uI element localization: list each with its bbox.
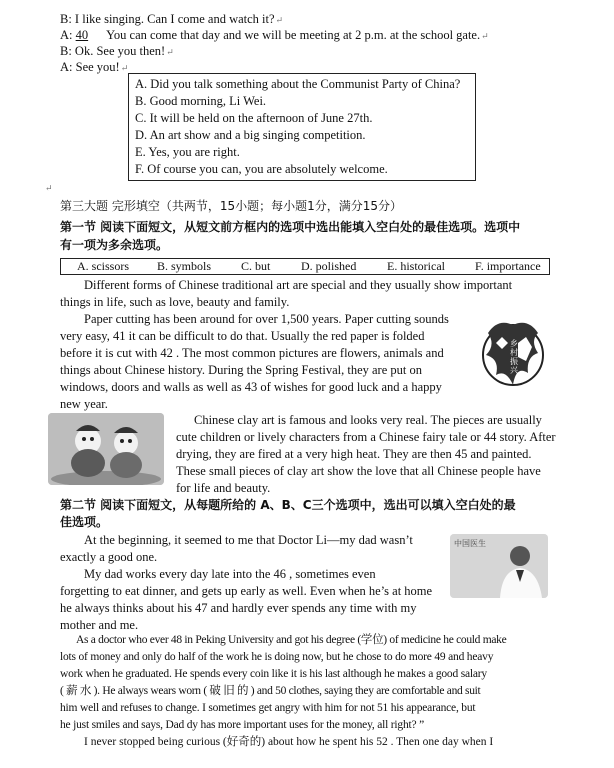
p1-line-1: Different forms of Chinese traditional art are special and they usually show important [84, 278, 513, 292]
dialog-line-3: B: Ok. See you then!↵ [60, 44, 174, 58]
p5-line-4: ( 薪 水 ). He always wears worn ( 破 旧 的 ) and 50 clothes, saying they are comfortable and suit [60, 685, 481, 697]
option-b: B. Good morning, Li Wei. [135, 94, 267, 108]
p6-line-1: I never stopped being curious (好奇的) about how he spent his 52 . Then one day when I [84, 736, 494, 748]
p5-line-1: As a doctor who ever 48 in Peking University and got his degree (学位) of medicine he could make [76, 634, 507, 646]
p3-line-5: for life and beauty. [176, 481, 271, 495]
doctor-image [450, 534, 548, 598]
p2-line-5: windows, doors and walls as well as 43 of wishes for good luck and a happy [60, 380, 442, 394]
doctor-tag: 中国医生 [454, 539, 486, 548]
p2-line-4: things about Chinese history. During the Spring Festival, they are put on [60, 363, 422, 377]
dialog-line-4: A: See you!↵ [60, 60, 129, 74]
option-e: E. Yes, you are right. [135, 145, 240, 159]
option-a: A. Did you talk something about the Communist Party of China? [135, 77, 461, 91]
p5-line-2: lots of money and only do half of the work he is doing now, but he chose to do more 49 and heavy [60, 651, 494, 663]
p5-line-3: work when he graduated. He spends every coin like it is his last although he makes a good salary [60, 668, 487, 680]
p4-line-1: At the beginning, it seemed to me that Doctor Li—my dad wasn’t [84, 533, 413, 547]
option-f: F. Of course you can, you are absolutely welcome. [135, 162, 388, 176]
paper-cut-image [478, 313, 548, 397]
p4-line-5: he always thinks about his 47 and hardly ever spends any time with my [60, 601, 417, 615]
paper-cut-caption: 乡村振兴 [510, 339, 518, 375]
p2-line-2: very easy, 41 it can be difficult to do that. Usually the red paper is folded [60, 329, 425, 343]
p5-line-6: he just smiles and says, Dad dy has more important uses for the money, all right? ” [60, 719, 424, 731]
word-c: C. but [241, 259, 271, 273]
p4-line-2: exactly a good one. [60, 550, 158, 564]
p1-line-2: things in life, such as love, beauty and family. [60, 295, 290, 309]
blank-40: 40 [75, 28, 89, 42]
section3-part2-heading-b: 佳选项。 [60, 515, 109, 529]
p4-line-6: mother and me. [60, 618, 139, 632]
p2-line-6: new year. [60, 397, 108, 411]
section3-part2-heading-a: 第二节 阅读下面短文，从每题所给的 A、B、C三个选项中，选出可以填入空白处的最 [60, 498, 516, 512]
p5-line-5: him well and refuses to change. I sometimes get angry with him for not 51 his appearance, but [60, 702, 476, 714]
option-d: D. An art show and a big singing competition. [135, 128, 366, 142]
word-b: B. symbols [157, 259, 212, 273]
p3-line-3: drying, they are fired at a very high heat. They are then 45 and painted. [176, 447, 532, 461]
p2-line-3: before it is cut with 42 . The most common pictures are flowers, animals and [60, 346, 444, 360]
word-d: D. polished [301, 259, 357, 273]
p2-line-1: Paper cutting has been around for over 1,500 years. Paper cutting sounds [84, 312, 449, 326]
clay-figures-picture [48, 413, 164, 485]
p3-line-2: cute children or lively characters from a Chinese fairy tale or 44 story. After [176, 430, 556, 444]
dialog-line-1: B: I like singing. Can I come and watch it?↵ [60, 12, 284, 26]
option-c: C. It will be held on the afternoon of June 27th. [135, 111, 373, 125]
options-box [128, 73, 476, 181]
word-e: E. historical [387, 259, 445, 273]
dialog-line-2: A: 40 You can come that day and we will be meeting at 2 p.m. at the school gate.↵ [60, 28, 489, 42]
clay-art-image [48, 413, 164, 485]
section3-title: 第三大题 完形填空（共两节，15小题；每小题1分，满分15分） [60, 199, 402, 213]
p4-line-4: forgetting to eat dinner, and gets up early as well. Even when he’s at home [60, 584, 433, 598]
section3-part1-heading-a: 第一节 阅读下面短文，从短文前方框内的选项中选出能填入空白处的最佳选项。选项中 [60, 220, 521, 234]
word-a: A. scissors [77, 259, 130, 273]
p3-line-1: Chinese clay art is famous and looks very real. The pieces are usually [194, 413, 542, 427]
paragraph-mark: ↵ [45, 183, 53, 193]
p4-line-3: My dad works every day late into the 46 , sometimes even [84, 567, 376, 581]
word-f: F. importance [475, 259, 541, 273]
section3-part1-heading-b: 有一项为多余选项。 [60, 238, 169, 252]
p3-line-4: These small pieces of clay art show the love that all Chinese people have [176, 464, 541, 478]
word-choice-box [60, 258, 550, 275]
